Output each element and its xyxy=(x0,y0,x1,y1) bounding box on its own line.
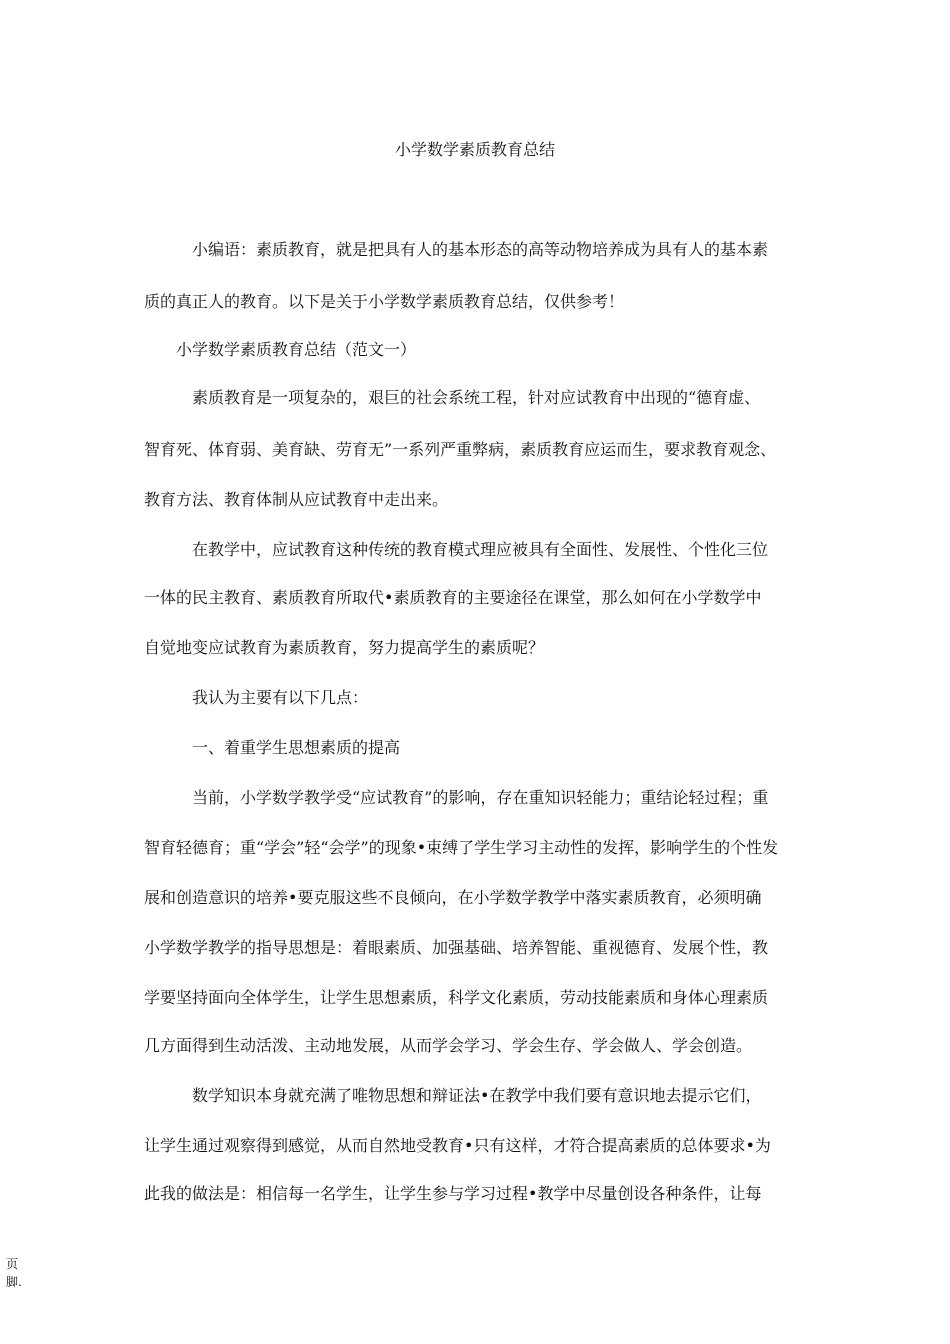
page-title: 小学数学素质教育总结 xyxy=(394,140,555,159)
text-line: 小学数学素质教育总结（范文一） xyxy=(176,340,417,359)
text-line: 学要坚持面向全体学生，让学生思想素质，科学文化素质，劳动技能素质和身体心理素质 xyxy=(144,988,769,1007)
text-line: 展和创造意识的培养•要克服这些不良倾向，在小学数学教学中落实素质教育，必须明确 xyxy=(144,888,762,907)
text-line: 自觉地变应试教育为素质教育，努力提高学生的素质呢？ xyxy=(144,638,545,657)
text-line: 此我的做法是：相信每一名学生，让学生参与学习过程•教学中尽量创设各种条件，让每 xyxy=(144,1184,762,1203)
text-line: 数学知识本身就充满了唯物思想和辩证法•在教学中我们要有意识地去提示它们， xyxy=(192,1086,762,1105)
text-line: 小学数学教学的指导思想是：着眼素质、加强基础、培养智能、重视德育、发展个性，教 xyxy=(144,938,769,957)
text-line: 一体的民主教育、素质教育所取代•素质教育的主要途径在课堂，那么如何在小学数学中 xyxy=(144,588,762,607)
text-line: 质的真正人的教育。以下是关于小学数学素质教育总结，仅供参考！ xyxy=(144,292,625,311)
text-line: 在教学中，应试教育这种传统的教育模式理应被具有全面性、发展性、个性化三位 xyxy=(192,540,769,559)
text-line: 当前，小学数学教学受“应试教育”的影响，存在重知识轻能力；重结论轻过程；重 xyxy=(192,788,769,807)
text-line: 几方面得到生动活泼、主动地发展，从而学会学习、学会生存、学会做人、学会创造。 xyxy=(144,1036,753,1055)
text-line: 智育轻德育；重“学会”轻“会学”的现象•束缚了学生学习主动性的发挥，影响学生的个性发 xyxy=(144,838,779,857)
text-line: 教育方法、教育体制从应试教育中走出来。 xyxy=(144,490,449,509)
page-footer: 页脚. xyxy=(6,1257,22,1289)
text-line: 智育死、体育弱、美育缺、劳育无”一系列严重弊病，素质教育应运而生，要求教育观念、 xyxy=(144,440,777,459)
text-line: 让学生通过观察得到感觉，从而自然地受教育•只有这样，才符合提高素质的总体要求•为 xyxy=(144,1136,771,1155)
text-line: 小编语：素质教育，就是把具有人的基本形态的高等动物培养成为具有人的基本素 xyxy=(192,240,769,259)
text-line: 我认为主要有以下几点： xyxy=(192,688,369,707)
text-line: 素质教育是一项复杂的，艰巨的社会系统工程，针对应试教育中出现的“德育虚、 xyxy=(192,388,761,407)
section-heading: 一、着重学生思想素质的提高 xyxy=(192,738,401,757)
